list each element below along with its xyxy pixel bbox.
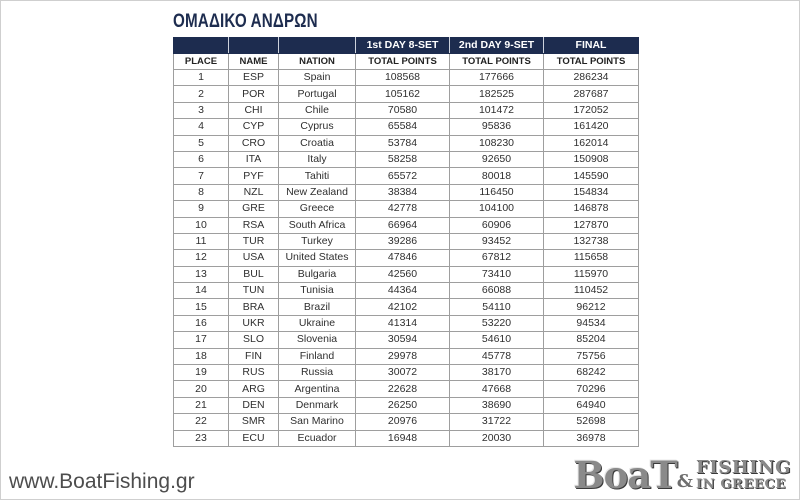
day1-points-cell: 42778 <box>356 201 450 217</box>
final-points-cell: 52698 <box>544 414 639 430</box>
day1-points-cell: 39286 <box>356 233 450 249</box>
place-cell: 23 <box>174 430 229 446</box>
place-cell: 18 <box>174 348 229 364</box>
place-cell: 10 <box>174 217 229 233</box>
place-column-header: PLACE <box>174 54 229 70</box>
place-cell: 22 <box>174 414 229 430</box>
table-row <box>174 315 639 331</box>
table-row <box>174 283 639 299</box>
boatfishing-logo <box>573 455 791 495</box>
final-points-cell: 127870 <box>544 217 639 233</box>
place-cell: 1 <box>174 70 229 86</box>
day1-points-cell: 53784 <box>356 135 450 151</box>
nation-cell: Slovenia <box>279 332 356 348</box>
nation-cell: New Zealand <box>279 184 356 200</box>
name-cell: SLO <box>229 332 279 348</box>
table-row <box>174 201 639 217</box>
logo-fishing-text: FISHING <box>696 456 791 478</box>
name-cell: BRA <box>229 299 279 315</box>
table-body <box>174 70 639 447</box>
place-cell: 17 <box>174 332 229 348</box>
place-cell: 11 <box>174 233 229 249</box>
final-points-cell: 36978 <box>544 430 639 446</box>
final-points-cell: 146878 <box>544 201 639 217</box>
name-cell: SMR <box>229 414 279 430</box>
final-points-cell: 115970 <box>544 266 639 282</box>
name-cell: UKR <box>229 315 279 331</box>
nation-cell: Finland <box>279 348 356 364</box>
table-row <box>174 266 639 282</box>
day1-points-cell: 44364 <box>356 283 450 299</box>
day2-points-cell: 66088 <box>450 283 544 299</box>
place-cell: 12 <box>174 250 229 266</box>
day1-points-cell: 105162 <box>356 86 450 102</box>
place-cell: 6 <box>174 151 229 167</box>
day1-points-cell: 58258 <box>356 151 450 167</box>
final-points-cell: 110452 <box>544 283 639 299</box>
logo-ampersand: & <box>676 471 694 492</box>
final-total-points-header: TOTAL POINTS <box>544 54 639 70</box>
table-row <box>174 102 639 118</box>
final-points-cell: 75756 <box>544 348 639 364</box>
nation-cell: South Africa <box>279 217 356 233</box>
day2-points-cell: 54610 <box>450 332 544 348</box>
name-cell: ECU <box>229 430 279 446</box>
final-points-cell: 64940 <box>544 397 639 413</box>
place-cell: 16 <box>174 315 229 331</box>
day2-points-cell: 60906 <box>450 217 544 233</box>
header-spacer-cell <box>174 38 229 54</box>
name-cell: BUL <box>229 266 279 282</box>
place-cell: 2 <box>174 86 229 102</box>
header-spacer-cell <box>229 38 279 54</box>
name-cell: ARG <box>229 381 279 397</box>
name-cell: DEN <box>229 397 279 413</box>
table-row <box>174 151 639 167</box>
nation-cell: Italy <box>279 151 356 167</box>
nation-cell: Bulgaria <box>279 266 356 282</box>
table-row <box>174 299 639 315</box>
results-table <box>173 37 639 447</box>
table-row <box>174 233 639 249</box>
day2-points-cell: 116450 <box>450 184 544 200</box>
nation-cell: Spain <box>279 70 356 86</box>
nation-cell: United States <box>279 250 356 266</box>
nation-cell: Turkey <box>279 233 356 249</box>
day2-points-cell: 38170 <box>450 365 544 381</box>
day2-points-cell: 92650 <box>450 151 544 167</box>
final-points-cell: 287687 <box>544 86 639 102</box>
day1-points-cell: 65572 <box>356 168 450 184</box>
place-cell: 21 <box>174 397 229 413</box>
name-cell: TUN <box>229 283 279 299</box>
name-cell: RSA <box>229 217 279 233</box>
name-cell: NZL <box>229 184 279 200</box>
nation-cell: Tunisia <box>279 283 356 299</box>
name-column-header: NAME <box>229 54 279 70</box>
day1-points-cell: 22628 <box>356 381 450 397</box>
day2-points-cell: 54110 <box>450 299 544 315</box>
nation-cell: San Marino <box>279 414 356 430</box>
table-row <box>174 332 639 348</box>
day2-points-cell: 177666 <box>450 70 544 86</box>
place-cell: 5 <box>174 135 229 151</box>
day2-points-cell: 182525 <box>450 86 544 102</box>
day1-points-cell: 16948 <box>356 430 450 446</box>
day1-points-cell: 41314 <box>356 315 450 331</box>
day1-points-cell: 30594 <box>356 332 450 348</box>
day2-points-cell: 73410 <box>450 266 544 282</box>
name-cell: GRE <box>229 201 279 217</box>
day2-points-cell: 45778 <box>450 348 544 364</box>
day2-total-points-header: TOTAL POINTS <box>450 54 544 70</box>
day1-points-cell: 108568 <box>356 70 450 86</box>
place-cell: 9 <box>174 201 229 217</box>
logo-in-greece-text: IN GREECE <box>696 476 786 492</box>
final-points-cell: 154834 <box>544 184 639 200</box>
day2-points-cell: 104100 <box>450 201 544 217</box>
nation-cell: Argentina <box>279 381 356 397</box>
nation-cell: Denmark <box>279 397 356 413</box>
day2-points-cell: 47668 <box>450 381 544 397</box>
place-cell: 15 <box>174 299 229 315</box>
final-points-cell: 68242 <box>544 365 639 381</box>
day1-points-cell: 38384 <box>356 184 450 200</box>
day1-points-cell: 29978 <box>356 348 450 364</box>
table-header <box>174 38 639 70</box>
name-cell: POR <box>229 86 279 102</box>
logo-tagline <box>696 458 791 493</box>
final-points-cell: 145590 <box>544 168 639 184</box>
final-points-cell: 96212 <box>544 299 639 315</box>
table-row <box>174 168 639 184</box>
table-row <box>174 381 639 397</box>
day1-points-cell: 42560 <box>356 266 450 282</box>
final-points-cell: 286234 <box>544 70 639 86</box>
day1-points-cell: 26250 <box>356 397 450 413</box>
day2-points-cell: 108230 <box>450 135 544 151</box>
table-row <box>174 365 639 381</box>
day-header-row <box>174 38 639 54</box>
nation-cell: Brazil <box>279 299 356 315</box>
nation-cell: Tahiti <box>279 168 356 184</box>
name-cell: TUR <box>229 233 279 249</box>
table-row <box>174 430 639 446</box>
final-points-cell: 94534 <box>544 315 639 331</box>
logo-wordmark: BoaT <box>573 453 677 497</box>
day1-points-cell: 30072 <box>356 365 450 381</box>
day2-points-cell: 20030 <box>450 430 544 446</box>
day2-points-cell: 67812 <box>450 250 544 266</box>
name-cell: USA <box>229 250 279 266</box>
place-cell: 4 <box>174 119 229 135</box>
nation-cell: Portugal <box>279 86 356 102</box>
final-points-cell: 85204 <box>544 332 639 348</box>
table-row <box>174 86 639 102</box>
name-cell: CRO <box>229 135 279 151</box>
column-header-row <box>174 54 639 70</box>
day2-points-cell: 31722 <box>450 414 544 430</box>
day2-points-cell: 101472 <box>450 102 544 118</box>
place-cell: 14 <box>174 283 229 299</box>
place-cell: 13 <box>174 266 229 282</box>
day1-header: 1st DAY 8-SET <box>356 38 450 54</box>
day2-points-cell: 93452 <box>450 233 544 249</box>
table-row <box>174 70 639 86</box>
final-points-cell: 162014 <box>544 135 639 151</box>
day1-points-cell: 42102 <box>356 299 450 315</box>
nation-cell: Greece <box>279 201 356 217</box>
header-spacer-cell <box>279 38 356 54</box>
table-row <box>174 414 639 430</box>
nation-cell: Russia <box>279 365 356 381</box>
final-points-cell: 150908 <box>544 151 639 167</box>
day1-points-cell: 70580 <box>356 102 450 118</box>
final-points-cell: 132738 <box>544 233 639 249</box>
day2-header: 2nd DAY 9-SET <box>450 38 544 54</box>
place-cell: 3 <box>174 102 229 118</box>
place-cell: 7 <box>174 168 229 184</box>
name-cell: RUS <box>229 365 279 381</box>
nation-cell: Chile <box>279 102 356 118</box>
name-cell: ESP <box>229 70 279 86</box>
place-cell: 20 <box>174 381 229 397</box>
nation-column-header: NATION <box>279 54 356 70</box>
final-header: FINAL <box>544 38 639 54</box>
day2-points-cell: 80018 <box>450 168 544 184</box>
place-cell: 8 <box>174 184 229 200</box>
name-cell: CHI <box>229 102 279 118</box>
day2-points-cell: 95836 <box>450 119 544 135</box>
nation-cell: Cyprus <box>279 119 356 135</box>
day1-points-cell: 65584 <box>356 119 450 135</box>
table-row <box>174 217 639 233</box>
table-row <box>174 135 639 151</box>
name-cell: CYP <box>229 119 279 135</box>
nation-cell: Ukraine <box>279 315 356 331</box>
table-row <box>174 397 639 413</box>
site-watermark: www.BoatFishing.gr <box>9 470 195 493</box>
nation-cell: Croatia <box>279 135 356 151</box>
final-points-cell: 161420 <box>544 119 639 135</box>
table-row <box>174 348 639 364</box>
name-cell: FIN <box>229 348 279 364</box>
table-row <box>174 119 639 135</box>
final-points-cell: 70296 <box>544 381 639 397</box>
table-row <box>174 184 639 200</box>
day1-total-points-header: TOTAL POINTS <box>356 54 450 70</box>
final-points-cell: 172052 <box>544 102 639 118</box>
nation-cell: Ecuador <box>279 430 356 446</box>
place-cell: 19 <box>174 365 229 381</box>
day1-points-cell: 47846 <box>356 250 450 266</box>
final-points-cell: 115658 <box>544 250 639 266</box>
day1-points-cell: 20976 <box>356 414 450 430</box>
day2-points-cell: 53220 <box>450 315 544 331</box>
day1-points-cell: 66964 <box>356 217 450 233</box>
name-cell: PYF <box>229 168 279 184</box>
name-cell: ITA <box>229 151 279 167</box>
day2-points-cell: 38690 <box>450 397 544 413</box>
table-row <box>174 250 639 266</box>
page-title: ΟΜΑΔΙΚΟ ΑΝΔΡΩΝ <box>173 11 318 32</box>
